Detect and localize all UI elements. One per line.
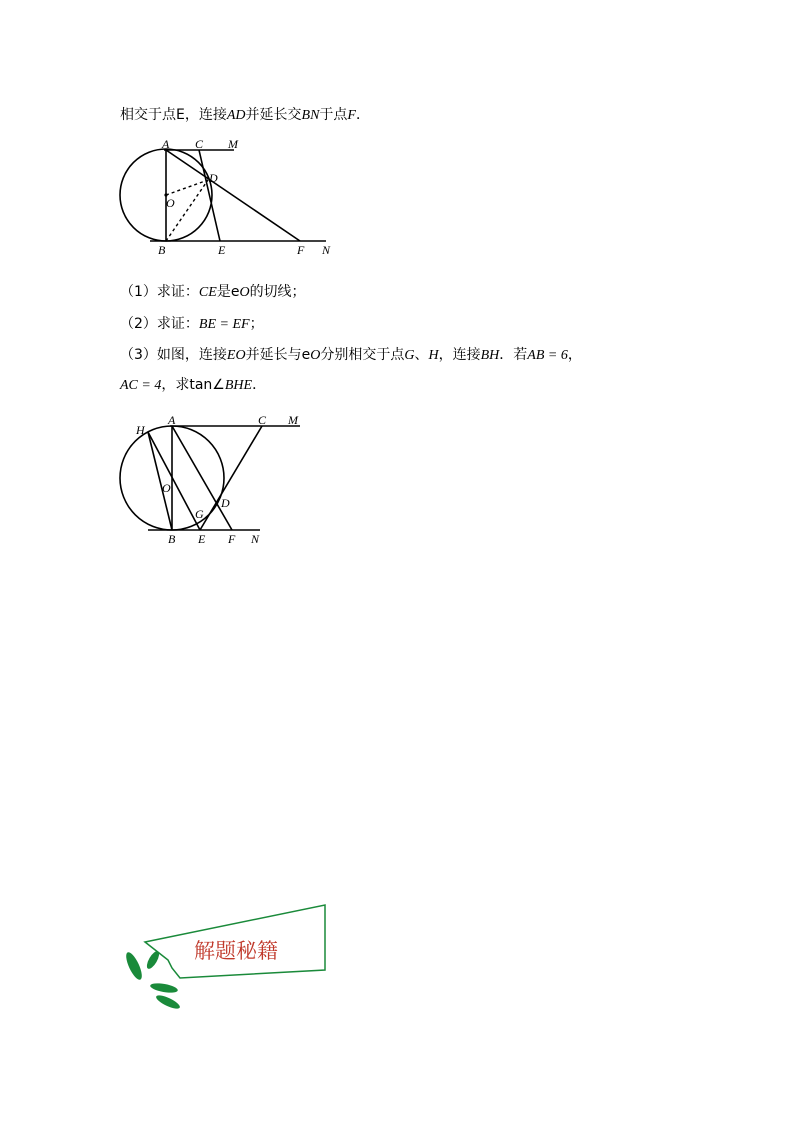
label-d: D <box>209 171 218 185</box>
label-b: B <box>168 532 176 546</box>
q3-ab: AB = 6 <box>527 348 568 363</box>
intro-mid: 并延长交 <box>245 107 302 123</box>
label-d: D <box>221 496 230 510</box>
q3-mid1: 并延长与 <box>245 347 302 363</box>
label-b: B <box>158 243 166 257</box>
question-1 <box>120 281 306 301</box>
q1-ce: CE <box>198 285 217 300</box>
label-c: C <box>195 137 204 151</box>
section-banner <box>120 900 335 1020</box>
q1-end: 的切线； <box>249 284 306 300</box>
label-n: N <box>251 532 260 546</box>
q3b-bhe: BHE <box>224 378 253 393</box>
q3-mid3: ，连接 <box>438 347 481 363</box>
intro-line <box>120 104 370 124</box>
label-f: F <box>228 532 236 546</box>
question-3-cont <box>120 374 266 394</box>
label-o: O <box>166 196 175 210</box>
q3-o: O <box>310 348 321 363</box>
q3b-end: ． <box>252 377 267 393</box>
intro-end: 于点 <box>319 107 348 123</box>
q3b-mid: ，求 <box>161 377 190 393</box>
q1-mid: 是 <box>216 284 231 300</box>
banner-title: 解题秘籍 <box>194 939 278 963</box>
label-g: G <box>195 507 204 521</box>
question-3 <box>120 344 582 364</box>
label-a: A <box>168 413 176 427</box>
q3-h: H <box>428 348 439 363</box>
label-e: E <box>198 532 206 546</box>
circle-symbol: e <box>301 347 311 363</box>
line-he <box>148 432 200 530</box>
intro-period: ． <box>355 107 370 123</box>
label-a: A <box>162 137 170 151</box>
q3-comma: ， <box>567 347 582 363</box>
q2-prefix: （2）求证： <box>120 316 199 332</box>
dashed-od <box>166 180 208 195</box>
label-c: C <box>258 413 267 427</box>
q3-bh: BH <box>480 348 500 363</box>
question-2 <box>120 313 264 333</box>
label-e: E <box>218 243 226 257</box>
intro-text: 相交于点E，连接 <box>120 107 227 123</box>
q1-o: O <box>239 285 250 300</box>
q3b-tan: tan∠ <box>189 377 225 393</box>
label-m: M <box>288 413 298 427</box>
intro-bn: BN <box>301 108 320 123</box>
figure-2 <box>110 410 310 550</box>
line-af <box>166 150 300 241</box>
q3-g: G <box>404 348 415 363</box>
intro-f: F <box>347 108 356 123</box>
intro-ad: AD <box>226 108 246 123</box>
figure-1 <box>110 135 340 260</box>
circle-symbol: e <box>230 284 240 300</box>
label-m: M <box>228 137 238 151</box>
label-n: N <box>322 243 331 257</box>
label-h: H <box>136 423 145 437</box>
q3-ac: AC = 4 <box>120 378 162 393</box>
q3-prefix: （3）如图，连接 <box>120 347 227 363</box>
q3-mid4: ．若 <box>499 347 528 363</box>
q3-mid2: 分别相交于点 <box>320 347 405 363</box>
q3-sep: 、 <box>414 347 429 363</box>
line-ce <box>199 150 220 241</box>
dashed-bd <box>166 180 208 241</box>
q2-end: ； <box>249 316 264 332</box>
q2-expr: BE = EF <box>198 317 250 332</box>
q3-eo: EO <box>226 348 246 363</box>
q1-prefix: （1）求证： <box>120 284 199 300</box>
label-f: F <box>297 243 305 257</box>
label-o: O <box>162 481 171 495</box>
